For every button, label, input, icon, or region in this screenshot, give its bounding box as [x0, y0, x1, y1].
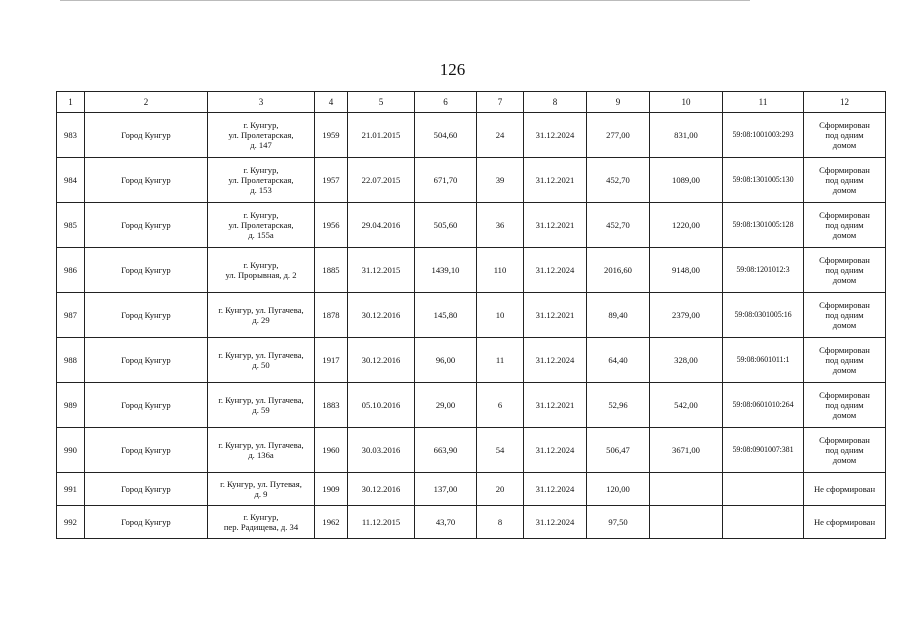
- cell-date: 30.03.2016: [348, 428, 415, 473]
- cell-municipality: Город Кунгур: [85, 383, 208, 428]
- cell-residents: 39: [477, 158, 524, 203]
- cell-build-year: 1956: [315, 203, 348, 248]
- cell-date: 11.12.2015: [348, 506, 415, 539]
- cell-date: 05.10.2016: [348, 383, 415, 428]
- cell-resettlement-area: 2016,60: [587, 248, 650, 293]
- cell-resettlement-area: 452,70: [587, 203, 650, 248]
- housing-registry-table: [56, 91, 886, 539]
- cell-land-area: [650, 506, 723, 539]
- cell-residents: 10: [477, 293, 524, 338]
- cell-address: г. Кунгур, ул. Пугачева, д. 29: [208, 293, 315, 338]
- cell-cadastral-number: 59:08:1301005:128: [723, 203, 804, 248]
- cell-row-number: 986: [57, 248, 85, 293]
- table-row: [57, 383, 886, 428]
- column-header-12: 12: [804, 92, 886, 113]
- cell-resettlement-area: 97,50: [587, 506, 650, 539]
- cell-row-number: 990: [57, 428, 85, 473]
- cell-land-status: Не сформирован: [804, 473, 886, 506]
- cell-address: г. Кунгур, ул. Пролетарская, д. 155а: [208, 203, 315, 248]
- cell-municipality: Город Кунгур: [85, 248, 208, 293]
- cell-residents: 20: [477, 473, 524, 506]
- cell-land-area: 2379,00: [650, 293, 723, 338]
- cell-cadastral-number: 59:08:0601010:264: [723, 383, 804, 428]
- cell-build-year: 1878: [315, 293, 348, 338]
- cell-build-year: 1885: [315, 248, 348, 293]
- cell-cadastral-number: 59:08:0601011:1: [723, 338, 804, 383]
- cell-build-year: 1962: [315, 506, 348, 539]
- cell-land-area: 542,00: [650, 383, 723, 428]
- cell-build-year: 1917: [315, 338, 348, 383]
- cell-land-status: Сформирован под одним домом: [804, 203, 886, 248]
- cell-build-year: 1909: [315, 473, 348, 506]
- cell-row-number: 984: [57, 158, 85, 203]
- cell-land-area: 3671,00: [650, 428, 723, 473]
- cell-date: 29.04.2016: [348, 203, 415, 248]
- table-body: [57, 113, 886, 539]
- cell-cadastral-number: 59:08:1001003:293: [723, 113, 804, 158]
- cell-resettlement-area: 277,00: [587, 113, 650, 158]
- cell-deadline: 31.12.2024: [524, 506, 587, 539]
- cell-resettlement-area: 120,00: [587, 473, 650, 506]
- cell-address: г. Кунгур, ул. Пугачева, д. 59: [208, 383, 315, 428]
- cell-area: 137,00: [415, 473, 477, 506]
- table-row: [57, 428, 886, 473]
- cell-deadline: 31.12.2024: [524, 428, 587, 473]
- cell-area: 96,00: [415, 338, 477, 383]
- cell-cadastral-number: [723, 473, 804, 506]
- cell-resettlement-area: 52,96: [587, 383, 650, 428]
- cell-build-year: 1959: [315, 113, 348, 158]
- cell-cadastral-number: 59:08:1201012:3: [723, 248, 804, 293]
- cell-build-year: 1960: [315, 428, 348, 473]
- top-edge-line: [60, 0, 750, 1]
- cell-date: 21.01.2015: [348, 113, 415, 158]
- cell-row-number: 992: [57, 506, 85, 539]
- cell-deadline: 31.12.2021: [524, 383, 587, 428]
- cell-land-status: Сформирован под одним домом: [804, 158, 886, 203]
- cell-date: 22.07.2015: [348, 158, 415, 203]
- page-number: 126: [439, 60, 466, 79]
- cell-cadastral-number: 59:08:1301005:130: [723, 158, 804, 203]
- cell-resettlement-area: 89,40: [587, 293, 650, 338]
- cell-resettlement-area: 452,70: [587, 158, 650, 203]
- cell-row-number: 989: [57, 383, 85, 428]
- cell-land-area: [650, 473, 723, 506]
- column-header-2: 2: [85, 92, 208, 113]
- column-header-8: 8: [524, 92, 587, 113]
- cell-residents: 54: [477, 428, 524, 473]
- table-row: [57, 203, 886, 248]
- table-row: [57, 248, 886, 293]
- cell-date: 31.12.2015: [348, 248, 415, 293]
- cell-cadastral-number: [723, 506, 804, 539]
- cell-land-status: Сформирован под одним домом: [804, 383, 886, 428]
- cell-residents: 8: [477, 506, 524, 539]
- cell-build-year: 1883: [315, 383, 348, 428]
- cell-municipality: Город Кунгур: [85, 293, 208, 338]
- cell-residents: 11: [477, 338, 524, 383]
- column-header-5: 5: [348, 92, 415, 113]
- cell-municipality: Город Кунгур: [85, 203, 208, 248]
- cell-municipality: Город Кунгур: [85, 338, 208, 383]
- table-row: [57, 158, 886, 203]
- column-header-3: 3: [208, 92, 315, 113]
- cell-land-status: Сформирован под одним домом: [804, 113, 886, 158]
- cell-address: г. Кунгур, ул. Пугачева, д. 50: [208, 338, 315, 383]
- cell-municipality: Город Кунгур: [85, 428, 208, 473]
- cell-resettlement-area: 64,40: [587, 338, 650, 383]
- cell-land-area: 1220,00: [650, 203, 723, 248]
- column-header-10: 10: [650, 92, 723, 113]
- cell-address: г. Кунгур, ул. Прорывная, д. 2: [208, 248, 315, 293]
- cell-cadastral-number: 59:08:0901007:381: [723, 428, 804, 473]
- column-header-4: 4: [315, 92, 348, 113]
- table-row: [57, 338, 886, 383]
- cell-resettlement-area: 506,47: [587, 428, 650, 473]
- cell-deadline: 31.12.2024: [524, 113, 587, 158]
- cell-residents: 6: [477, 383, 524, 428]
- cell-area: 663,90: [415, 428, 477, 473]
- table-row: [57, 293, 886, 338]
- cell-date: 30.12.2016: [348, 293, 415, 338]
- cell-area: 145,80: [415, 293, 477, 338]
- cell-deadline: 31.12.2021: [524, 293, 587, 338]
- cell-date: 30.12.2016: [348, 338, 415, 383]
- cell-address: г. Кунгур, ул. Пугачева, д. 136а: [208, 428, 315, 473]
- cell-municipality: Город Кунгур: [85, 158, 208, 203]
- cell-area: 504,60: [415, 113, 477, 158]
- cell-deadline: 31.12.2021: [524, 203, 587, 248]
- cell-address: г. Кунгур, ул. Пролетарская, д. 147: [208, 113, 315, 158]
- cell-cadastral-number: 59:08:0301005:16: [723, 293, 804, 338]
- table-row: [57, 506, 886, 539]
- column-header-6: 6: [415, 92, 477, 113]
- cell-deadline: 31.12.2024: [524, 248, 587, 293]
- column-header-11: 11: [723, 92, 804, 113]
- column-header-1: 1: [57, 92, 85, 113]
- cell-residents: 110: [477, 248, 524, 293]
- cell-row-number: 985: [57, 203, 85, 248]
- column-number-row: [57, 92, 886, 113]
- cell-land-status: Не сформирован: [804, 506, 886, 539]
- cell-land-status: Сформирован под одним домом: [804, 248, 886, 293]
- table-row: [57, 473, 886, 506]
- cell-land-status: Сформирован под одним домом: [804, 428, 886, 473]
- cell-row-number: 988: [57, 338, 85, 383]
- cell-municipality: Город Кунгур: [85, 473, 208, 506]
- cell-land-area: 9148,00: [650, 248, 723, 293]
- cell-residents: 24: [477, 113, 524, 158]
- column-header-9: 9: [587, 92, 650, 113]
- cell-deadline: 31.12.2024: [524, 473, 587, 506]
- cell-municipality: Город Кунгур: [85, 113, 208, 158]
- table-row: [57, 113, 886, 158]
- cell-residents: 36: [477, 203, 524, 248]
- cell-land-status: Сформирован под одним домом: [804, 293, 886, 338]
- cell-land-area: 831,00: [650, 113, 723, 158]
- cell-date: 30.12.2016: [348, 473, 415, 506]
- cell-area: 1439,10: [415, 248, 477, 293]
- cell-area: 671,70: [415, 158, 477, 203]
- cell-area: 29,00: [415, 383, 477, 428]
- cell-area: 505,60: [415, 203, 477, 248]
- cell-address: г. Кунгур, ул. Путевая, д. 9: [208, 473, 315, 506]
- column-header-7: 7: [477, 92, 524, 113]
- cell-build-year: 1957: [315, 158, 348, 203]
- cell-deadline: 31.12.2021: [524, 158, 587, 203]
- cell-row-number: 991: [57, 473, 85, 506]
- cell-deadline: 31.12.2024: [524, 338, 587, 383]
- cell-land-area: 1089,00: [650, 158, 723, 203]
- cell-area: 43,70: [415, 506, 477, 539]
- cell-address: г. Кунгур, пер. Радищева, д. 34: [208, 506, 315, 539]
- cell-municipality: Город Кунгур: [85, 506, 208, 539]
- cell-address: г. Кунгур, ул. Пролетарская, д. 153: [208, 158, 315, 203]
- cell-land-area: 328,00: [650, 338, 723, 383]
- cell-row-number: 983: [57, 113, 85, 158]
- cell-land-status: Сформирован под одним домом: [804, 338, 886, 383]
- cell-row-number: 987: [57, 293, 85, 338]
